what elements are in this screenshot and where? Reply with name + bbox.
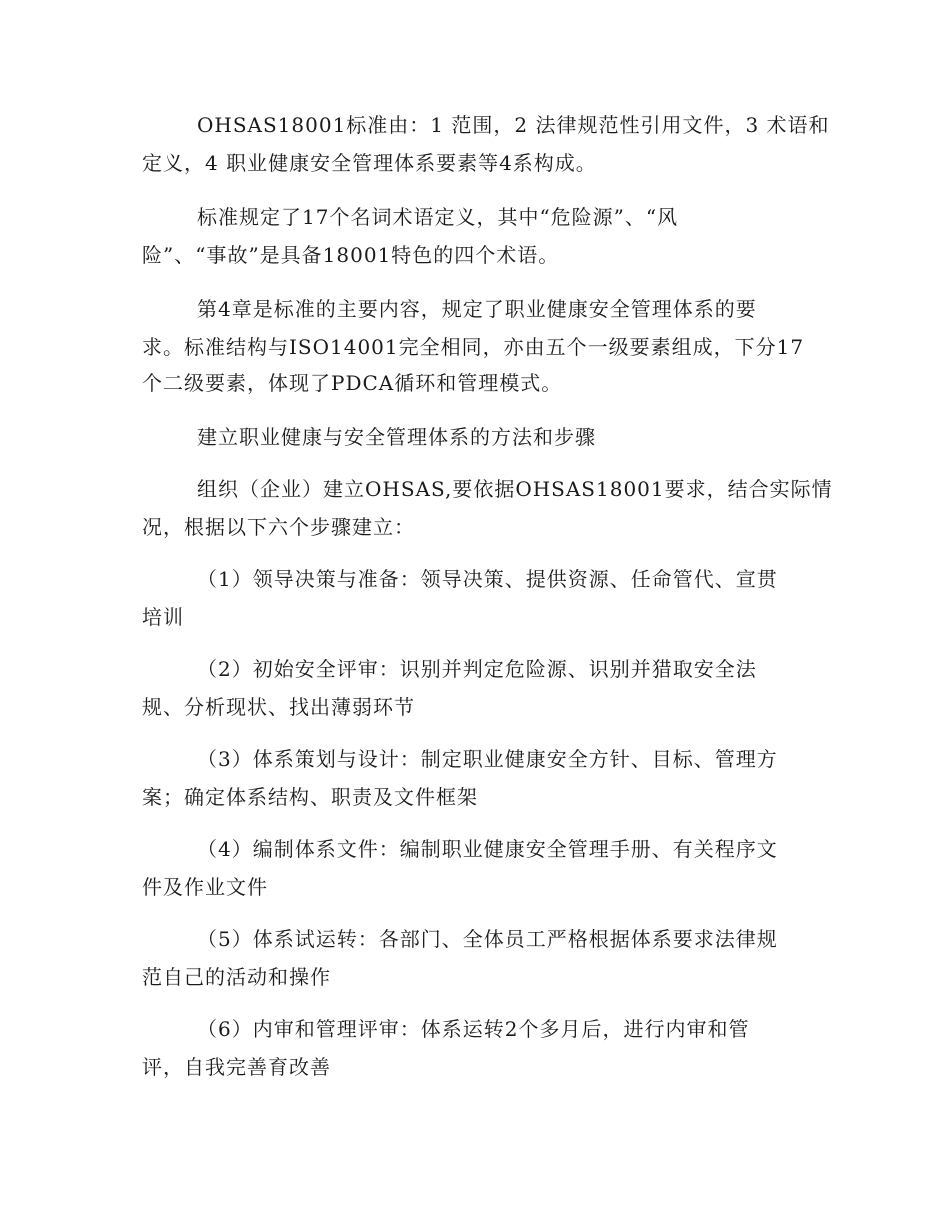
text-line: 件及作业文件 [142, 875, 268, 899]
text-line: 建立职业健康与安全管理体系的方法和步骤 [197, 425, 596, 449]
text-line: 培训 [142, 605, 184, 629]
text-line: 个二级要素，体现了PDCA循环和管理模式。 [142, 371, 563, 395]
text-line: 定义，4 职业健康安全管理体系要素等4系构成。 [142, 151, 597, 175]
text-line: （5）体系试运转：各部门、全体员工严格根据体系要求法律规 [197, 927, 778, 951]
text-line: （3）体系策划与设计：制定职业健康安全方针、目标、管理方 [197, 747, 778, 771]
text-line: （2）初始安全评审：识别并判定危险源、识别并猎取安全法 [197, 657, 757, 681]
text-line: 组织（企业）建立OHSAS,要依据OHSAS18001要求，结合实际情 [197, 477, 833, 501]
text-line: 求。标准结构与ISO14001完全相同，亦由五个一级要素组成，下分17 [142, 335, 805, 359]
text-line: （4）编制体系文件：编制职业健康安全管理手册、有关程序文 [197, 837, 778, 861]
text-line: OHSAS18001标准由：1 范围，2 法律规范性引用文件，3 术语和 [197, 113, 830, 137]
text-line: 险”、“事故”是具备18001特色的四个术语。 [142, 243, 560, 267]
text-line: 标准规定了17个名词术语定义，其中“危险源”、“风 [197, 205, 679, 229]
text-line: 案；确定体系结构、职责及文件框架 [142, 785, 478, 809]
text-line: 第4章是标准的主要内容，规定了职业健康安全管理体系的要 [197, 297, 757, 321]
text-line: （1）领导决策与准备：领导决策、提供资源、任命管代、宣贯 [197, 567, 778, 591]
text-line: （6）内审和管理评审：体系运转2个多月后，进行内审和管 [197, 1017, 750, 1041]
text-line: 规、分析现状、找出薄弱环节 [142, 695, 415, 719]
text-line: 况，根据以下六个步骤建立： [142, 515, 415, 539]
text-line: 范自己的活动和操作 [142, 965, 331, 989]
text-line: 评，自我完善育改善 [142, 1055, 331, 1079]
